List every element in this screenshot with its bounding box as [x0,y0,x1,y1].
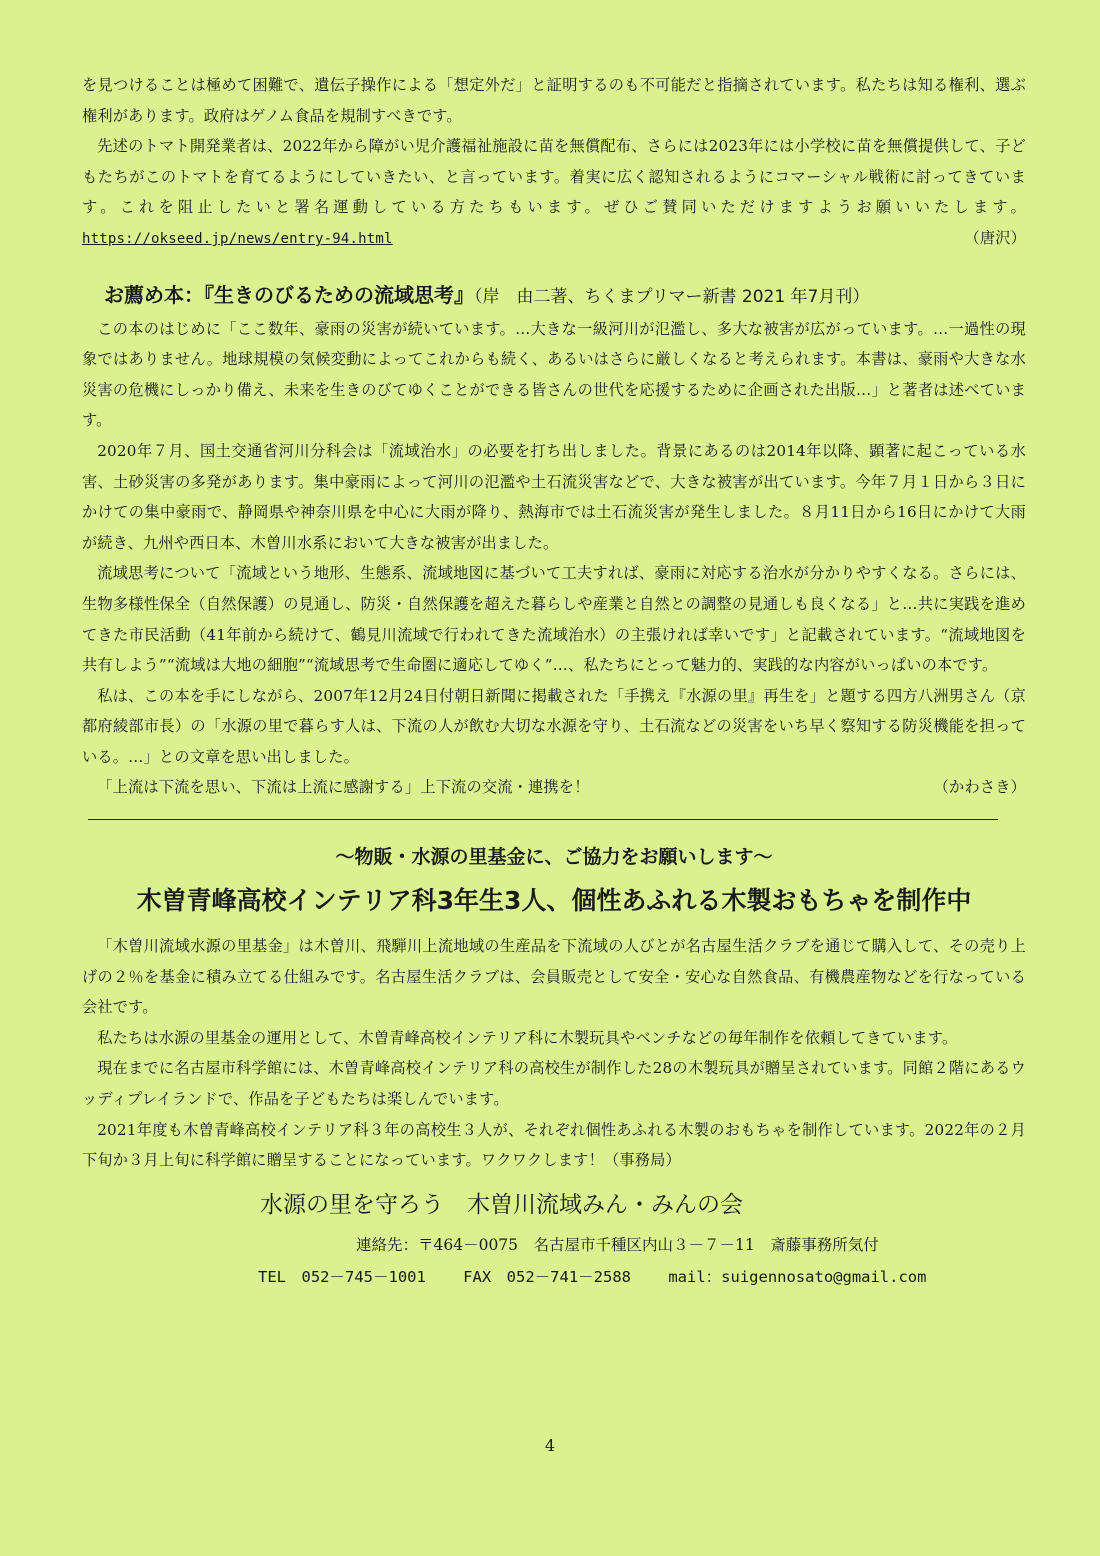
contact-address: 連絡先：〒464－0075 名古屋市千種区内山３－７－11 斎藤事務所気付 [356,1235,879,1254]
fund-paragraph-3: 現在までに名古屋市科学館には、木曽青峰高校インテリア科の高校生が制作した28の木製玩具が贈呈されています。同館２階にあるウッディプレイランドで、作品を子どもたちは楽しんでいます。 [82,1059,1026,1109]
newsletter-page [82,70,1026,1287]
book-signature: （かわさき） [933,778,1026,797]
fund-paragraph-1: 「木曽川流域水源の里基金」は木曽川、飛騨川上流地域の生産品を下流域の人びとが名古屋生活クラブを通じて購入して、その売り上げの２％を基金に積み立てる仕組みです。名古屋生活クラブは、会員販売として安全・安心な自然食品、有機農産物などを行なっている会社です。 [82,937,1026,1017]
book-section-title [104,279,1026,308]
book-paragraph-5 [82,772,1026,803]
book-paragraph-1: この本のはじめに「ここ数年、豪雨の災害が続いています。…大きな一級河川が氾濫し、多大な被害が広がっています。…一過性の現象ではありません。地球規模の気候変動によってこれからも続く、あるいはさらに厳しくなると考えられます。本書は、豪雨や大きな水災害の危機にしっかり備え、未来を生きのびてゆくことができる皆さんの世代を応援するために企画された出版…」と著者は述べています。 [82,319,1026,430]
section-divider [88,819,998,820]
okseed-link[interactable]: https://okseed.jp/news/entry-94.html [82,230,393,247]
book-paragraph-3: 流域思考について「流域という地形、生態系、流域地図に基づいて工夫すれば、豪雨に対応する治水が分かりやすくなる。さらには、生物多様性保全（自然保護）の見通し、防災・自然保護を超えた暮らしや産業と自然との調整の見通しも良くなる」と…共に実践を進めてきた市民活動（41年前から続けて、鶴見川流域で行われてきた流域治水）の主張ければ幸いです」と記載されています。“流域地図を共有しよう”“流域は大地の細胞”“流域思考で生命圏に適応してゆく”…、私たちにとって魅力的、実践的な内容がいっぱいの本です。 [82,564,1026,675]
intro-paragraph-1: を見つけることは極めて困難で、遺伝子操作による「想定外だ」と証明するのも不可能だと指摘されています。私たちは知る権利、選ぶ権利があります。政府はゲノム食品を規制すべきです。 [82,76,1026,125]
book-subtitle: （岸 由二著、ちくまプリマー新書 2021 年7月刊） [474,286,870,307]
email-address[interactable]: mail：suigennosato@gmail.com [668,1267,927,1286]
tel-number: TEL 052－745－1001 [258,1267,426,1286]
book-paragraph-5-text: 「上流は下流を思い、下流は上流に感謝する」上下流の交流・連携を！ [97,778,590,797]
page-number: 4 [544,1436,556,1455]
contact-numbers [258,1265,1026,1287]
fax-number: FAX 052－741－2588 [463,1267,631,1286]
book-paragraph-2: 2020年７月、国土交通省河川分科会は「流域治水」の必要を打ち出しました。背景にあるのは2014年以降、顕著に起こっている水害、土砂災害の多発があります。集中豪雨によって河川の氾濫や土石流災害などで、大きな被害が出ています。今年７月１日から３日にかけての集中豪雨で、静岡県や神奈川県を中心に大雨が降り、熱海市では土石流災害が発生しました。８月11日から16日にかけて大雨が続き、九州や西日本、木曽川水系において大きな被害が出ました。 [82,441,1026,552]
intro-paragraph-2 [82,131,1026,254]
fund-paragraph-4: 2021年度も木曽青峰高校インテリア科３年の高校生３人が、それぞれ個性あふれる木製のおもちゃを制作しています。2022年の２月下旬か３月上旬に科学館に贈呈することになっています。ワクワクします！（事務局） [82,1120,1026,1170]
book-paragraph-4: 私は、この本を手にしながら、2007年12月24日付朝日新聞に掲載された「手携え『水源の里』再生を」と題する四方八洲男さん（京都府綾部市長）の「水源の里で暮らす人は、下流の人が飲む大切な水源を守り、土石流などの災害をいち早く察知する防災機能を担っている。…」との文章を思い出しました。 [82,686,1026,766]
article-headline: 木曽青峰高校インテリア科3年生3人、個性あふれる木製おもちゃを制作中 [136,886,972,916]
author-signature: （唐沢） [964,228,1026,247]
fund-paragraph-2: 私たちは水源の里基金の運用として、木曽青峰高校インテリア科に木製玩具やベンチなどの毎年制作を依頼してきています。 [97,1028,958,1047]
book-title: お薦め本：『生きのびるための流域思考』 [104,282,474,307]
organization-name: 水源の里を守ろう 木曽川流域みん・みんの会 [260,1191,743,1218]
appeal-heading: ～物販・水源の里基金に、ご協力をお願いします～ [335,846,773,869]
intro-paragraph-2-text: 先述のトマト開発業者は、2022年から障がい児介護福祉施設に苗を無償配布、さらには2023年には小学校に苗を無償提供して、子どもたちがこのトマトを育てるようにしていきたい、と言っています。着実に広く認知されるようにコマーシャル戦術に討ってきています。これを阻止したいと署名運動している方たちもいます。ぜひご賛同いただけますようお願いいたします。 [82,137,1026,217]
